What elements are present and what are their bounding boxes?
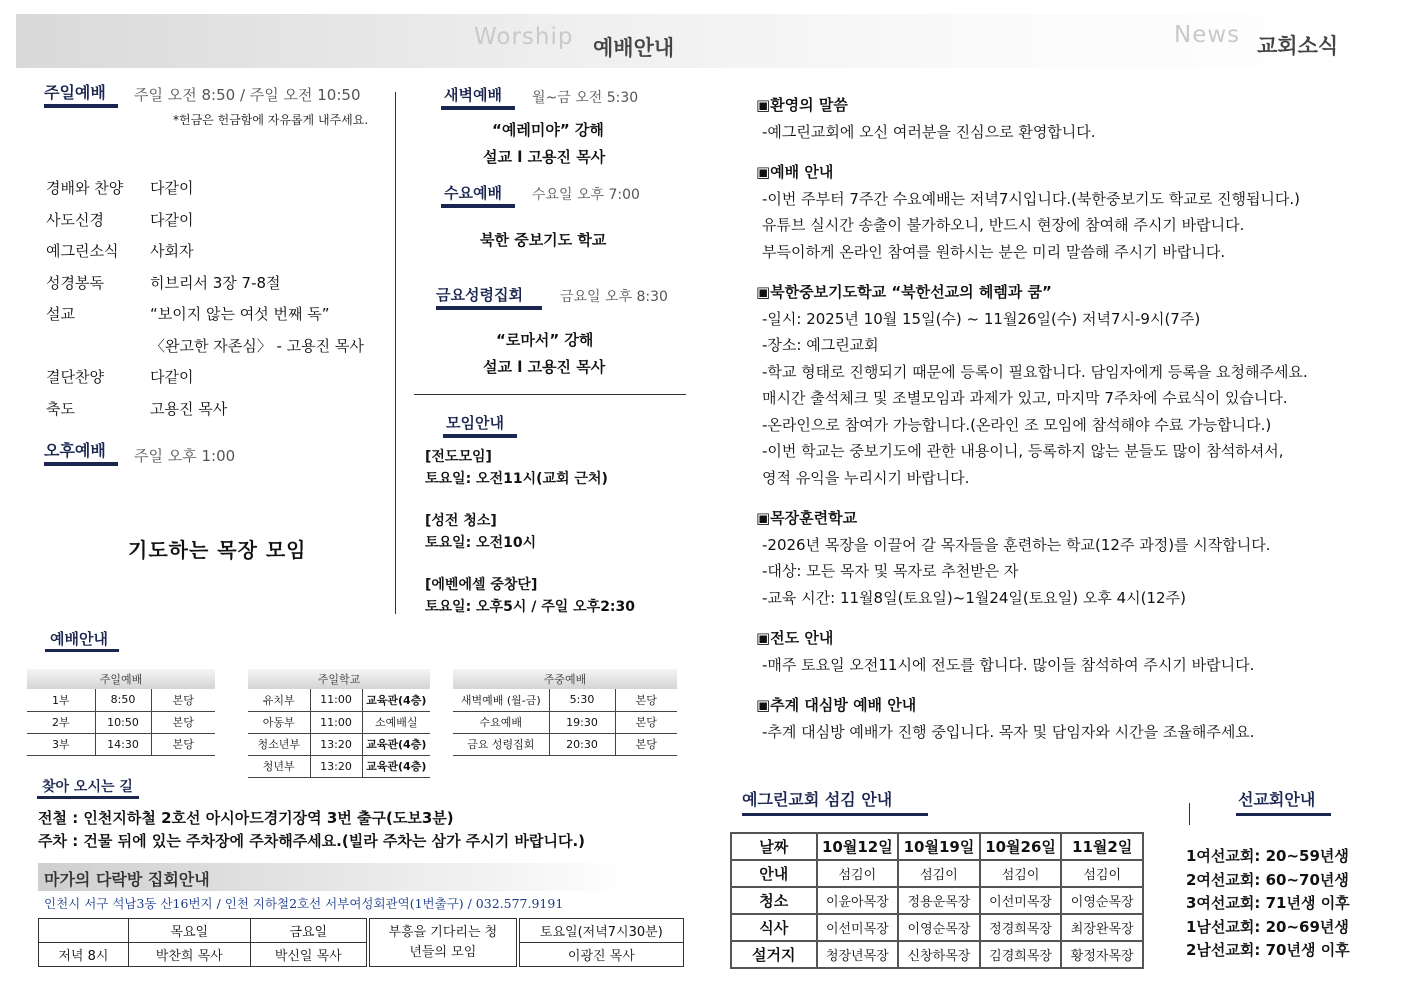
table-cell: 본당 — [151, 689, 215, 711]
dawn-underline — [441, 106, 515, 110]
table-cell: 1부 — [27, 689, 95, 711]
roles-cell: 정경희목장 — [980, 914, 1062, 941]
roles-cell: 설거지 — [731, 941, 817, 968]
roles-header-cell: 10월26일 — [980, 833, 1062, 860]
table-cell: 새벽예배 (월-금) — [453, 689, 549, 711]
news-line: -대상: 모든 목자 및 목자로 추천받은 자 — [762, 562, 1019, 580]
news-block — [756, 692, 1386, 745]
roles-cell: 이영순목장 — [898, 914, 980, 941]
news-block — [756, 505, 1386, 611]
magga-thu-header: 목요일 — [128, 919, 250, 943]
meeting-name: [성전 청소] — [425, 513, 497, 529]
table-cell: 2부 — [27, 711, 95, 733]
order-value: 〈완고한 자존심〉 - 고용진 목사 — [150, 336, 364, 355]
table-row — [248, 689, 430, 711]
roles-cell: 섬김이 — [817, 860, 899, 887]
table-cell: 11:00 — [310, 711, 362, 733]
table-cell: 11:00 — [310, 689, 362, 711]
magga-blank-cell — [39, 919, 129, 943]
table-cell: 교육관(4층) — [362, 755, 430, 777]
news-block — [756, 159, 1386, 265]
news-line: -장소: 예그린교회 — [762, 336, 879, 354]
roles-cell: 섬김이 — [898, 860, 980, 887]
meetings-underline — [443, 434, 517, 438]
meetings-list — [425, 446, 695, 638]
meeting-item — [425, 510, 695, 554]
sunday-underline — [44, 104, 118, 108]
order-label: 예그린소식 — [46, 242, 119, 261]
news-line: 유튜브 실시간 송출이 불가하오니, 반드시 현장에 참여해 주시기 바랍니다. — [762, 216, 1245, 234]
table-cell: 교육관(4층) — [362, 733, 430, 755]
roles-cell: 정용운목장 — [898, 887, 980, 914]
roles-cell: 신창하목장 — [898, 941, 980, 968]
table-cell: 14:30 — [95, 733, 151, 755]
table-cell: 본당 — [615, 733, 677, 755]
dawn-lecture: “예레미야” 강해 — [492, 121, 604, 139]
magga-sat: 이광진 목사 — [518, 943, 684, 967]
news-en-title: News — [1174, 22, 1241, 48]
table-header-row — [453, 669, 677, 689]
news-heading: ▣추계 대심방 예배 안내 — [756, 696, 917, 714]
missions-title: 선교회안내 — [1238, 790, 1316, 809]
news-block — [756, 625, 1386, 678]
table-row — [27, 711, 215, 733]
table-cell: 13:20 — [310, 755, 362, 777]
roles-row — [731, 941, 1143, 968]
wednesday-topic: 북한 중보기도 학교 — [480, 231, 607, 249]
friday-lecture: “로마서” 강해 — [496, 331, 594, 349]
afternoon-underline — [44, 462, 118, 466]
roles-header-cell: 날짜 — [731, 833, 817, 860]
table-cell: 교육관(4층) — [362, 689, 430, 711]
table-cell: 본당 — [615, 711, 677, 733]
table-cell: 청년부 — [248, 755, 310, 777]
order-value: 고용진 목사 — [150, 399, 228, 418]
magga-fri: 박신일 목사 — [250, 943, 368, 967]
dawn-time: 월~금 오전 5:30 — [532, 90, 639, 106]
news-line: 부득이하게 온라인 참여를 원하시는 분은 미리 말씀해 주시기 바랍니다. — [762, 242, 1226, 261]
table-cell: 아동부 — [248, 711, 310, 733]
sunday-times: 주일 오전 8:50 / 주일 오전 10:50 — [134, 86, 361, 104]
directions-subway: 전철 : 인천지하철 2호선 아시아드경기장역 3번 출구(도보3분) — [38, 809, 454, 827]
meetings-title: 모임안내 — [446, 414, 504, 432]
news-heading: ▣목장훈련학교 — [756, 509, 858, 527]
table-cell: 5:30 — [549, 689, 615, 711]
news-heading: ▣예배 안내 — [756, 163, 834, 181]
news-line: -온라인으로 참여가 가능합니다.(온라인 조 모임에 참석해야 수료 가능합니다.) — [762, 415, 1272, 434]
friday-underline — [436, 306, 542, 310]
order-label: 설교 — [46, 305, 75, 324]
roles-header-cell: 10월12일 — [817, 833, 899, 860]
roles-row — [731, 887, 1143, 914]
roles-row — [731, 914, 1143, 941]
meeting-time: 토요일: 오전10시 — [425, 535, 537, 551]
table-cell: 10:50 — [95, 711, 151, 733]
roles-header-row — [731, 833, 1143, 860]
table-cell: 19:30 — [549, 711, 615, 733]
meeting-time: 토요일: 오후5시 / 주일 오후2:30 — [425, 599, 636, 615]
table-cell: 본당 — [615, 689, 677, 711]
mission-item: 2여선교회: 60~70년생 — [1186, 870, 1349, 889]
news-line: -이번 주부터 7주간 수요예배는 저녁7시입니다.(북한중보기도 학교로 진행됩니다.) — [762, 189, 1301, 208]
table-cell: 유치부 — [248, 689, 310, 711]
roles-cell: 청장년목장 — [817, 941, 899, 968]
directions-title: 찾아 오시는 길 — [42, 779, 133, 795]
table-row — [27, 689, 215, 711]
worship-ko-title: 예배안내 — [593, 36, 675, 60]
table-header: 주중예배 — [453, 669, 677, 689]
roles-cell: 섬김이 — [1061, 860, 1143, 887]
roles-cell: 황정자목장 — [1061, 941, 1143, 968]
meeting-item — [425, 446, 695, 490]
roles-cell: 안내 — [731, 860, 817, 887]
table-cell: 8:50 — [95, 689, 151, 711]
order-row — [46, 267, 396, 299]
table-cell: 3부 — [27, 733, 95, 755]
roles-cell: 이영순목장 — [1061, 887, 1143, 914]
table-row — [248, 711, 430, 733]
order-label: 사도신경 — [46, 210, 104, 229]
meeting-name: [에벤에셀 중창단] — [425, 577, 538, 593]
magga-address: 인천시 서구 석남3동 산16번지 / 인천 지하철2호선 서부여성회관역(1번출구) / 032.577.9191 — [44, 896, 564, 911]
table-row — [27, 733, 215, 755]
magga-table — [38, 918, 684, 967]
news-block — [756, 279, 1386, 491]
order-row — [46, 393, 396, 425]
weekday-service-table — [453, 669, 677, 756]
table-row — [248, 755, 430, 777]
order-row — [46, 235, 396, 267]
worship-en-title: Worship — [474, 24, 574, 50]
order-label: 축도 — [46, 399, 75, 418]
missions-list — [1186, 845, 1350, 963]
dawn-preacher: 설교 l 고용진 목사 — [483, 148, 606, 166]
meeting-time: 토요일: 오전11시(교회 근처) — [425, 471, 608, 487]
news-line: 영적 유익을 누리시기 바랍니다. — [762, 468, 970, 487]
news-heading: ▣북한중보기도학교 “북한선교의 헤렘과 쿰” — [756, 283, 1052, 301]
order-value: 사회자 — [150, 242, 194, 261]
dawn-title: 새벽예배 — [444, 86, 502, 104]
order-value: 다같이 — [150, 210, 194, 229]
news-line: -예그린교회에 오신 여러분을 진심으로 환영합니다. — [762, 122, 1096, 141]
mission-item: 3여선교회: 71년생 이후 — [1186, 894, 1350, 912]
roles-header-cell: 10월19일 — [898, 833, 980, 860]
order-row — [46, 172, 396, 204]
worship-order — [46, 172, 396, 424]
column-divider — [395, 92, 396, 614]
order-label: 성경봉독 — [46, 273, 104, 292]
news-line: -추계 대심방 예배가 진행 중입니다. 목자 및 담임자와 시간을 조율해주세요. — [762, 722, 1255, 741]
directions-underline — [37, 796, 139, 799]
order-value: 다같이 — [150, 179, 194, 198]
news-line: -2026년 목장을 이끌어 갈 목자들을 훈련하는 학교(12주 과정)를 시작합니다. — [762, 535, 1271, 554]
table-row — [453, 689, 677, 711]
roles-cell: 청소 — [731, 887, 817, 914]
schedule-underline — [45, 649, 119, 652]
news-line: -교육 시간: 11월8일(토요일)~1월24일(토요일) 오후 4시(12주) — [762, 588, 1186, 607]
table-cell: 본당 — [151, 711, 215, 733]
magga-fri-header: 금요일 — [250, 919, 368, 943]
order-label: 경배와 찬양 — [46, 179, 124, 198]
afternoon-event: 기도하는 목장 모임 — [128, 538, 307, 562]
table-header: 주일학교 — [248, 669, 430, 689]
table-cell: 금요 성령집회 — [453, 733, 549, 755]
table-cell: 수요예배 — [453, 711, 549, 733]
table-cell: 본당 — [151, 733, 215, 755]
magga-time: 저녁 8시 — [39, 943, 129, 967]
meetings-divider — [414, 394, 686, 395]
meeting-item — [425, 574, 695, 618]
meeting-name: [전도모임] — [425, 449, 492, 465]
missions-underline — [1236, 813, 1331, 816]
table-header-row — [27, 669, 215, 689]
service-roles-table — [730, 832, 1144, 969]
table-cell: 20:30 — [549, 733, 615, 755]
order-value: 히브리서 3장 7-8절 — [150, 273, 281, 292]
magga-revival: 부흥을 기다리는 청년들의 모임 — [368, 919, 518, 967]
table-row — [453, 733, 677, 755]
order-label: 결단찬양 — [46, 368, 104, 387]
friday-preacher: 설교 l 고용진 목사 — [483, 358, 606, 376]
order-value: “보이지 않는 여섯 번째 독” — [150, 305, 330, 324]
magga-sat-header: 토요일(저녁7시30분) — [518, 919, 684, 943]
roles-cell: 김경희목장 — [980, 941, 1062, 968]
roles-cell: 이윤아목장 — [817, 887, 899, 914]
table-cell: 13:20 — [310, 733, 362, 755]
roles-cell: 이선미목장 — [817, 914, 899, 941]
wednesday-title: 수요예배 — [444, 184, 502, 202]
news-line: 매시간 출석체크 및 조별모임과 과제가 있고, 마지막 7주차에 수료식이 있습니다. — [762, 389, 1288, 407]
news-line: -이번 학교는 중보기도에 관한 내용이니, 등록하지 않는 분들도 많이 참석하셔서, — [762, 442, 1284, 460]
wednesday-underline — [441, 204, 515, 208]
roles-row — [731, 860, 1143, 887]
roles-cell: 식사 — [731, 914, 817, 941]
table-row — [453, 711, 677, 733]
magga-title: 마가의 다락방 집회안내 — [44, 870, 210, 889]
roles-cell: 섬김이 — [980, 860, 1062, 887]
service-roles-title: 예그린교회 섬김 안내 — [742, 790, 893, 809]
news-heading: ▣전도 안내 — [756, 629, 834, 647]
directions-parking: 주차 : 건물 뒤에 있는 주차장에 주차해주세요.(빌라 주차는 삼가 주시기 바랍니다.) — [38, 832, 586, 850]
sunday-service-table — [27, 669, 215, 756]
magga-thu: 박찬희 목사 — [128, 943, 250, 967]
service-roles-underline — [742, 813, 928, 816]
order-value: 다같이 — [150, 368, 194, 387]
table-header: 주일예배 — [27, 669, 215, 689]
afternoon-time: 주일 오후 1:00 — [134, 447, 236, 465]
news-line: -매주 토요일 오전11시에 전도를 합니다. 많이들 참석하여 주시기 바랍니다. — [762, 655, 1255, 674]
schedule-title: 예배안내 — [50, 630, 108, 648]
news-block — [756, 92, 1386, 145]
afternoon-title: 오후예배 — [44, 441, 106, 460]
roles-header-cell: 11월2일 — [1061, 833, 1143, 860]
friday-title: 금요성령집회 — [436, 286, 523, 304]
table-cell: 소예배실 — [362, 711, 430, 733]
news-line: -학교 형태로 진행되기 때문에 등록이 필요합니다. 담임자에게 등록을 요청해주세요. — [762, 362, 1308, 381]
news-line: -일시: 2025년 10월 15일(수) ~ 11월26일(수) 저녁7시-9시(7주) — [762, 309, 1201, 328]
sunday-title: 주일예배 — [44, 83, 106, 102]
roles-cell: 이선미목장 — [980, 887, 1062, 914]
roles-cell: 최장완목장 — [1061, 914, 1143, 941]
mission-item: 1남선교회: 20~69년생 — [1186, 917, 1349, 936]
order-row — [46, 298, 396, 330]
news-heading: ▣환영의 말씀 — [756, 96, 848, 114]
order-row — [46, 330, 396, 362]
mission-item: 1여선교회: 20~59년생 — [1186, 847, 1349, 865]
missions-divider — [1189, 803, 1190, 825]
table-header-row — [248, 669, 430, 689]
offering-note: *헌금은 헌금함에 자유롭게 내주세요. — [173, 113, 369, 127]
friday-time: 금요일 오후 8:30 — [560, 289, 668, 305]
news-ko-title: 교회소식 — [1257, 34, 1339, 58]
order-row — [46, 361, 396, 393]
mission-item: 2남선교회: 70년생 이후 — [1186, 941, 1350, 959]
table-row — [248, 733, 430, 755]
news-list — [756, 92, 1386, 759]
table-cell: 청소년부 — [248, 733, 310, 755]
sunday-school-table — [248, 669, 430, 778]
wednesday-time: 수요일 오후 7:00 — [532, 187, 640, 203]
order-row — [46, 204, 396, 236]
